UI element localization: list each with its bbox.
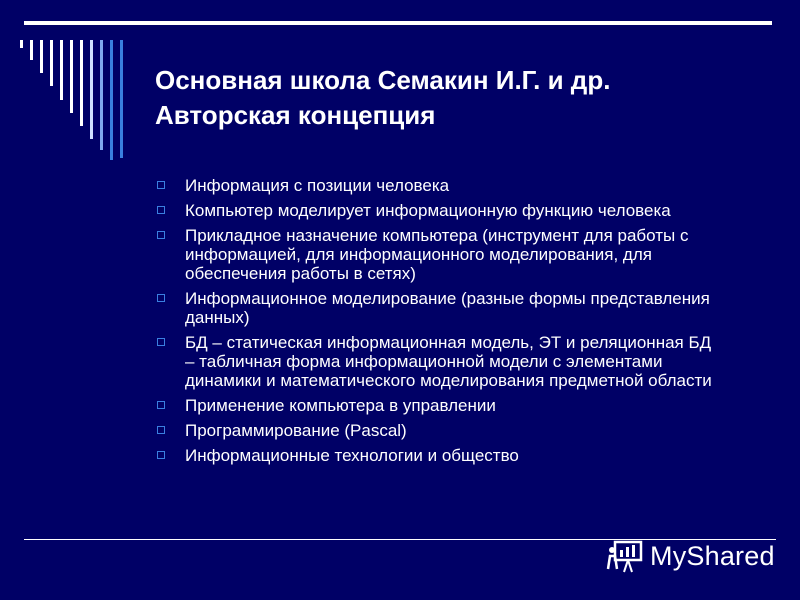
bullet-text: Информационное моделирование (разные формы представления данных)	[185, 289, 710, 327]
bullet-list	[157, 176, 717, 471]
bullet-item	[157, 176, 717, 195]
bullet-text: Прикладное назначение компьютера (инструмент для работы с информацией, для информационного моделирования, для обеспечения работы в сетях)	[185, 226, 689, 283]
bullet-item	[157, 289, 717, 327]
decorative-stripes	[0, 0, 140, 170]
square-bullet-icon	[157, 206, 165, 214]
square-bullet-icon	[157, 294, 165, 302]
square-bullet-icon	[157, 401, 165, 409]
bullet-item	[157, 201, 717, 220]
watermark-text: MyShared	[650, 540, 775, 571]
title-line-1: Основная школа Семакин И.Г. и др.	[155, 65, 611, 95]
bullet-item	[157, 421, 717, 440]
square-bullet-icon	[157, 426, 165, 434]
presentation-board-icon	[606, 536, 646, 576]
square-bullet-icon	[157, 451, 165, 459]
bullet-text: Информационные технологии и общество	[185, 446, 519, 465]
slide-title	[155, 63, 765, 133]
bullet-text: Компьютер моделирует информационную функцию человека	[185, 201, 671, 220]
bullet-text: Информация с позиции человека	[185, 176, 450, 195]
bullet-item	[157, 226, 717, 283]
myshared-watermark[interactable]	[606, 534, 775, 578]
bullet-text: БД – статическая информационная модель, ЭТ и реляционная БД – табличная форма информационной модели с элементами динамики и математического моделирования предметной области	[185, 333, 712, 390]
square-bullet-icon	[157, 338, 165, 346]
bullet-item	[157, 333, 717, 390]
square-bullet-icon	[157, 181, 165, 189]
bullet-text: Применение компьютера в управлении	[185, 396, 496, 415]
bullet-item	[157, 396, 717, 415]
bullet-text: Программирование (Pascal)	[185, 421, 407, 440]
bullet-item	[157, 446, 717, 465]
square-bullet-icon	[157, 231, 165, 239]
title-line-2: Авторская концепция	[155, 100, 436, 130]
